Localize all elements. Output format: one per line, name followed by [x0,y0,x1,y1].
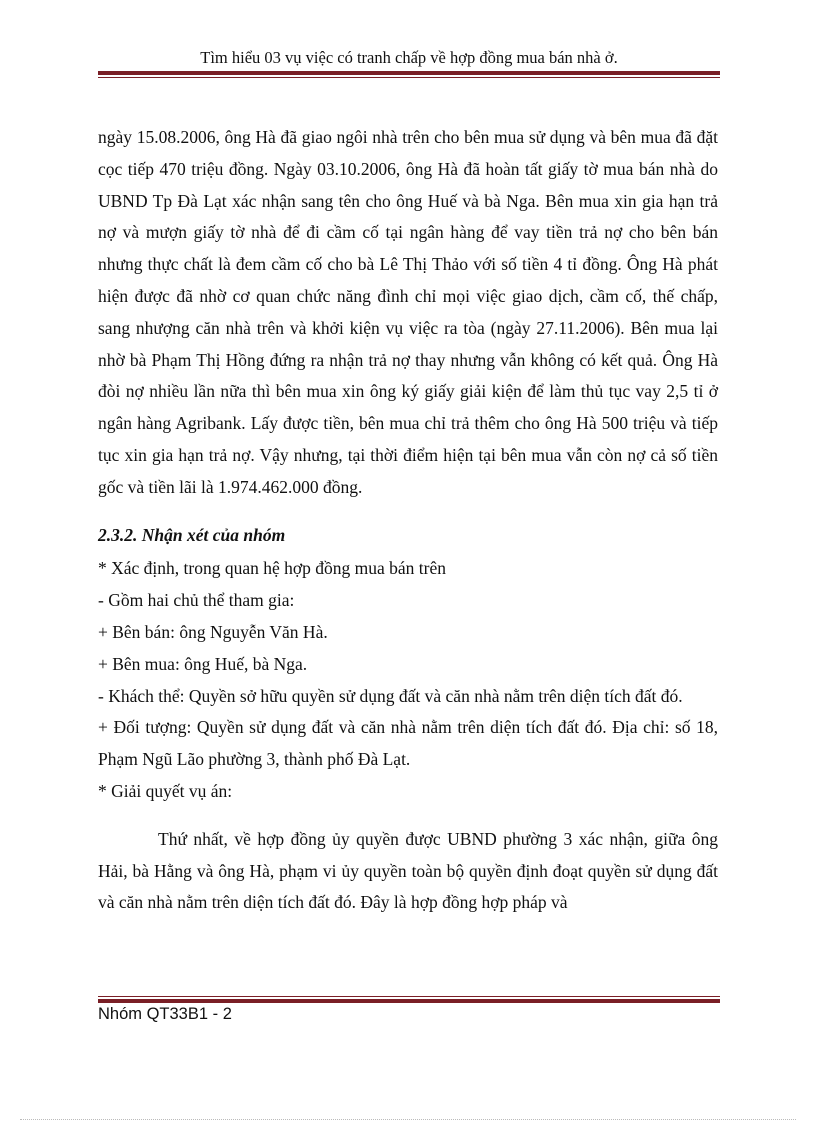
body-paragraph: ngày 15.08.2006, ông Hà đã giao ngôi nhà trên cho bên mua sử dụng và bên mua đã đặt cọc tiếp 470 triệu đồng. Ngày 03.10.2006, ông Hà đã hoàn tất giấy tờ mua bán nhà do UBND Tp Đà Lạt xác nhận sang tên cho ông Huế và bà Nga. Bên mua xin gia hạn trả nợ và mượn giấy tờ nhà để đi cầm cố tại ngân hàng để vay tiền trả nợ cho bên bán nhưng thực chất là đem cầm cố cho bà Lê Thị Thảo với số tiền 4 tỉ đồng. Ông Hà phát hiện được đã nhờ cơ quan chức năng đình chỉ mọi việc giao dịch, cầm cố, thế chấp, sang nhượng căn nhà trên và khởi kiện vụ việc ra tòa (ngày 27.11.2006). Bên mua lại nhờ bà Phạm Thị Hồng đứng ra nhận trả nợ thay nhưng vẫn không có kết quả. Ông Hà đòi nợ nhiều lần nữa thì bên mua xin ông ký giấy giải kiện để làm thủ tục vay 2,5 tỉ ở ngân hàng Agribank. Lấy được tiền, bên mua chỉ trả thêm cho ông Hà 500 triệu và tiếp tục xin gia hạn trả nợ. Vậy nhưng, tại thời điểm hiện tại bên mua vẫn còn nợ cả số tiền gốc và tiền lãi là 1.974.462.000 đồng. [98,127,718,497]
list-line: * Xác định, trong quan hệ hợp đồng mua bán trên [98,558,446,579]
footer-rule-thin [98,996,720,997]
list-line: - Khách thể: Quyền sở hữu quyền sử dụng đất và căn nhà nằm trên diện tích đất đó. [98,685,683,706]
page-footer: Nhóm QT33B1 - 2 [98,1005,232,1023]
header-rule-thin [98,77,720,78]
list-line: + Đối tượng: Quyền sử dụng đất và căn nhà nằm trên diện tích đất đó. Địa chỉ: số 18, Phạm Ngũ Lão phường 3, thành phố Đà Lạt. [98,717,718,770]
list-line: + Bên bán: ông Nguyễn Văn Hà. [98,621,328,642]
page-bottom-divider [20,1119,796,1120]
footer-rule-thick [98,999,720,1003]
list-line: + Bên mua: ông Huế, bà Nga. [98,653,308,674]
page-header-title: Tìm hiểu 03 vụ việc có tranh chấp về hợp đồng mua bán nhà ở. [200,48,618,67]
list-line: - Gồm hai chủ thể tham gia: [98,590,295,611]
document-body [98,122,718,919]
header-rule-thick [98,71,720,75]
paragraph-gap [98,808,718,824]
body-paragraph: Thứ nhất, về hợp đồng ủy quyền được UBND phường 3 xác nhận, giữa ông Hải, bà Hằng và ông Hà, phạm vi ủy quyền toàn bộ quyền định đoạt quyền sử dụng đất và căn nhà nằm trên diện tích đất đó. Đây là hợp đồng hợp pháp và [98,828,718,913]
list-line: * Giải quyết vụ án: [98,780,233,801]
section-heading: 2.3.2. Nhận xét của nhóm [98,524,286,545]
